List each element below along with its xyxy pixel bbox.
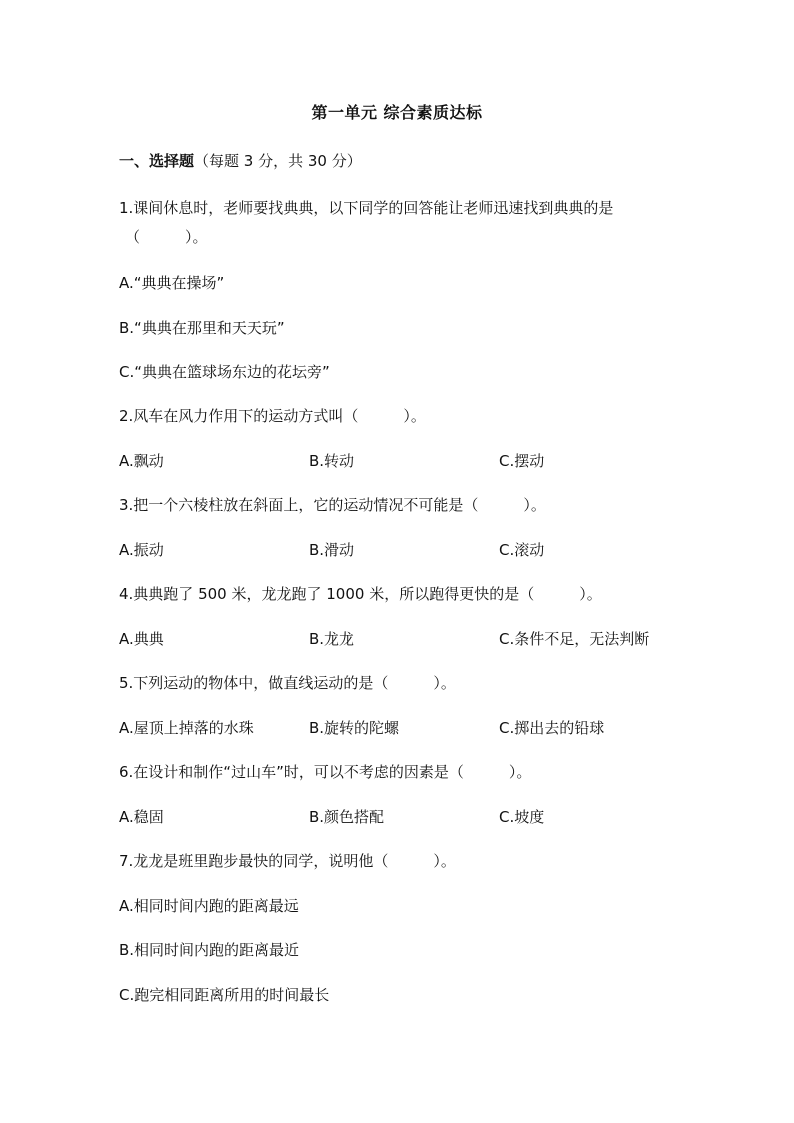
question-7-stem: 7.龙龙是班里跑步最快的同学，说明他（ ）。 bbox=[119, 852, 456, 870]
question-3-option-a: A.振动 bbox=[119, 541, 164, 559]
section-note: （每题 3 分，共 30 分） bbox=[194, 152, 362, 170]
question-3-stem: 3.把一个六棱柱放在斜面上，它的运动情况不可能是（ ）。 bbox=[119, 496, 546, 514]
question-6-stem: 6.在设计和制作“过山车”时，可以不考虑的因素是（ ）。 bbox=[119, 763, 532, 781]
question-2-option-a: A.飘动 bbox=[119, 452, 164, 470]
question-7-option-a: A.相同时间内跑的距离最远 bbox=[119, 897, 299, 915]
question-1-stem: 1.课间休息时，老师要找典典，以下同学的回答能让老师迅速找到典典的是 bbox=[119, 199, 614, 217]
question-6-option-b: B.颜色搭配 bbox=[309, 808, 385, 826]
question-5-option-a: A.屋顶上掉落的水珠 bbox=[119, 719, 254, 737]
question-6-option-a: A.稳固 bbox=[119, 808, 164, 826]
question-6-option-c: C.坡度 bbox=[499, 808, 545, 826]
question-4-option-c: C.条件不足，无法判断 bbox=[499, 630, 650, 648]
question-7-option-c: C.跑完相同距离所用的时间最长 bbox=[119, 986, 330, 1004]
question-4-option-b: B.龙龙 bbox=[309, 630, 355, 648]
question-1-stem-continued: （ ）。 bbox=[125, 228, 208, 246]
question-4-stem: 4.典典跑了 500 米，龙龙跑了 1000 米，所以跑得更快的是（ ）。 bbox=[119, 585, 602, 603]
question-2-stem: 2.风车在风力作用下的运动方式叫（ ）。 bbox=[119, 407, 426, 425]
question-5-option-b: B.旋转的陀螺 bbox=[309, 719, 400, 737]
question-5-stem: 5.下列运动的物体中，做直线运动的是（ ）。 bbox=[119, 674, 456, 692]
question-3-option-b: B.滑动 bbox=[309, 541, 355, 559]
question-5-option-c: C.掷出去的铅球 bbox=[499, 719, 605, 737]
question-2-option-b: B.转动 bbox=[309, 452, 355, 470]
question-7-option-b: B.相同时间内跑的距离最近 bbox=[119, 941, 300, 959]
question-3-option-c: C.滚动 bbox=[499, 541, 545, 559]
question-1-option-b: B.“典典在那里和天天玩” bbox=[119, 319, 285, 337]
section-label: 一、选择题 bbox=[119, 152, 195, 170]
page-title: 第一单元 综合素质达标 bbox=[311, 103, 483, 122]
question-1-option-c: C.“典典在篮球场东边的花坛旁” bbox=[119, 363, 330, 381]
question-1-option-a: A.“典典在操场” bbox=[119, 274, 225, 292]
section-heading bbox=[119, 150, 362, 171]
question-2-option-c: C.摆动 bbox=[499, 452, 545, 470]
question-4-option-a: A.典典 bbox=[119, 630, 164, 648]
